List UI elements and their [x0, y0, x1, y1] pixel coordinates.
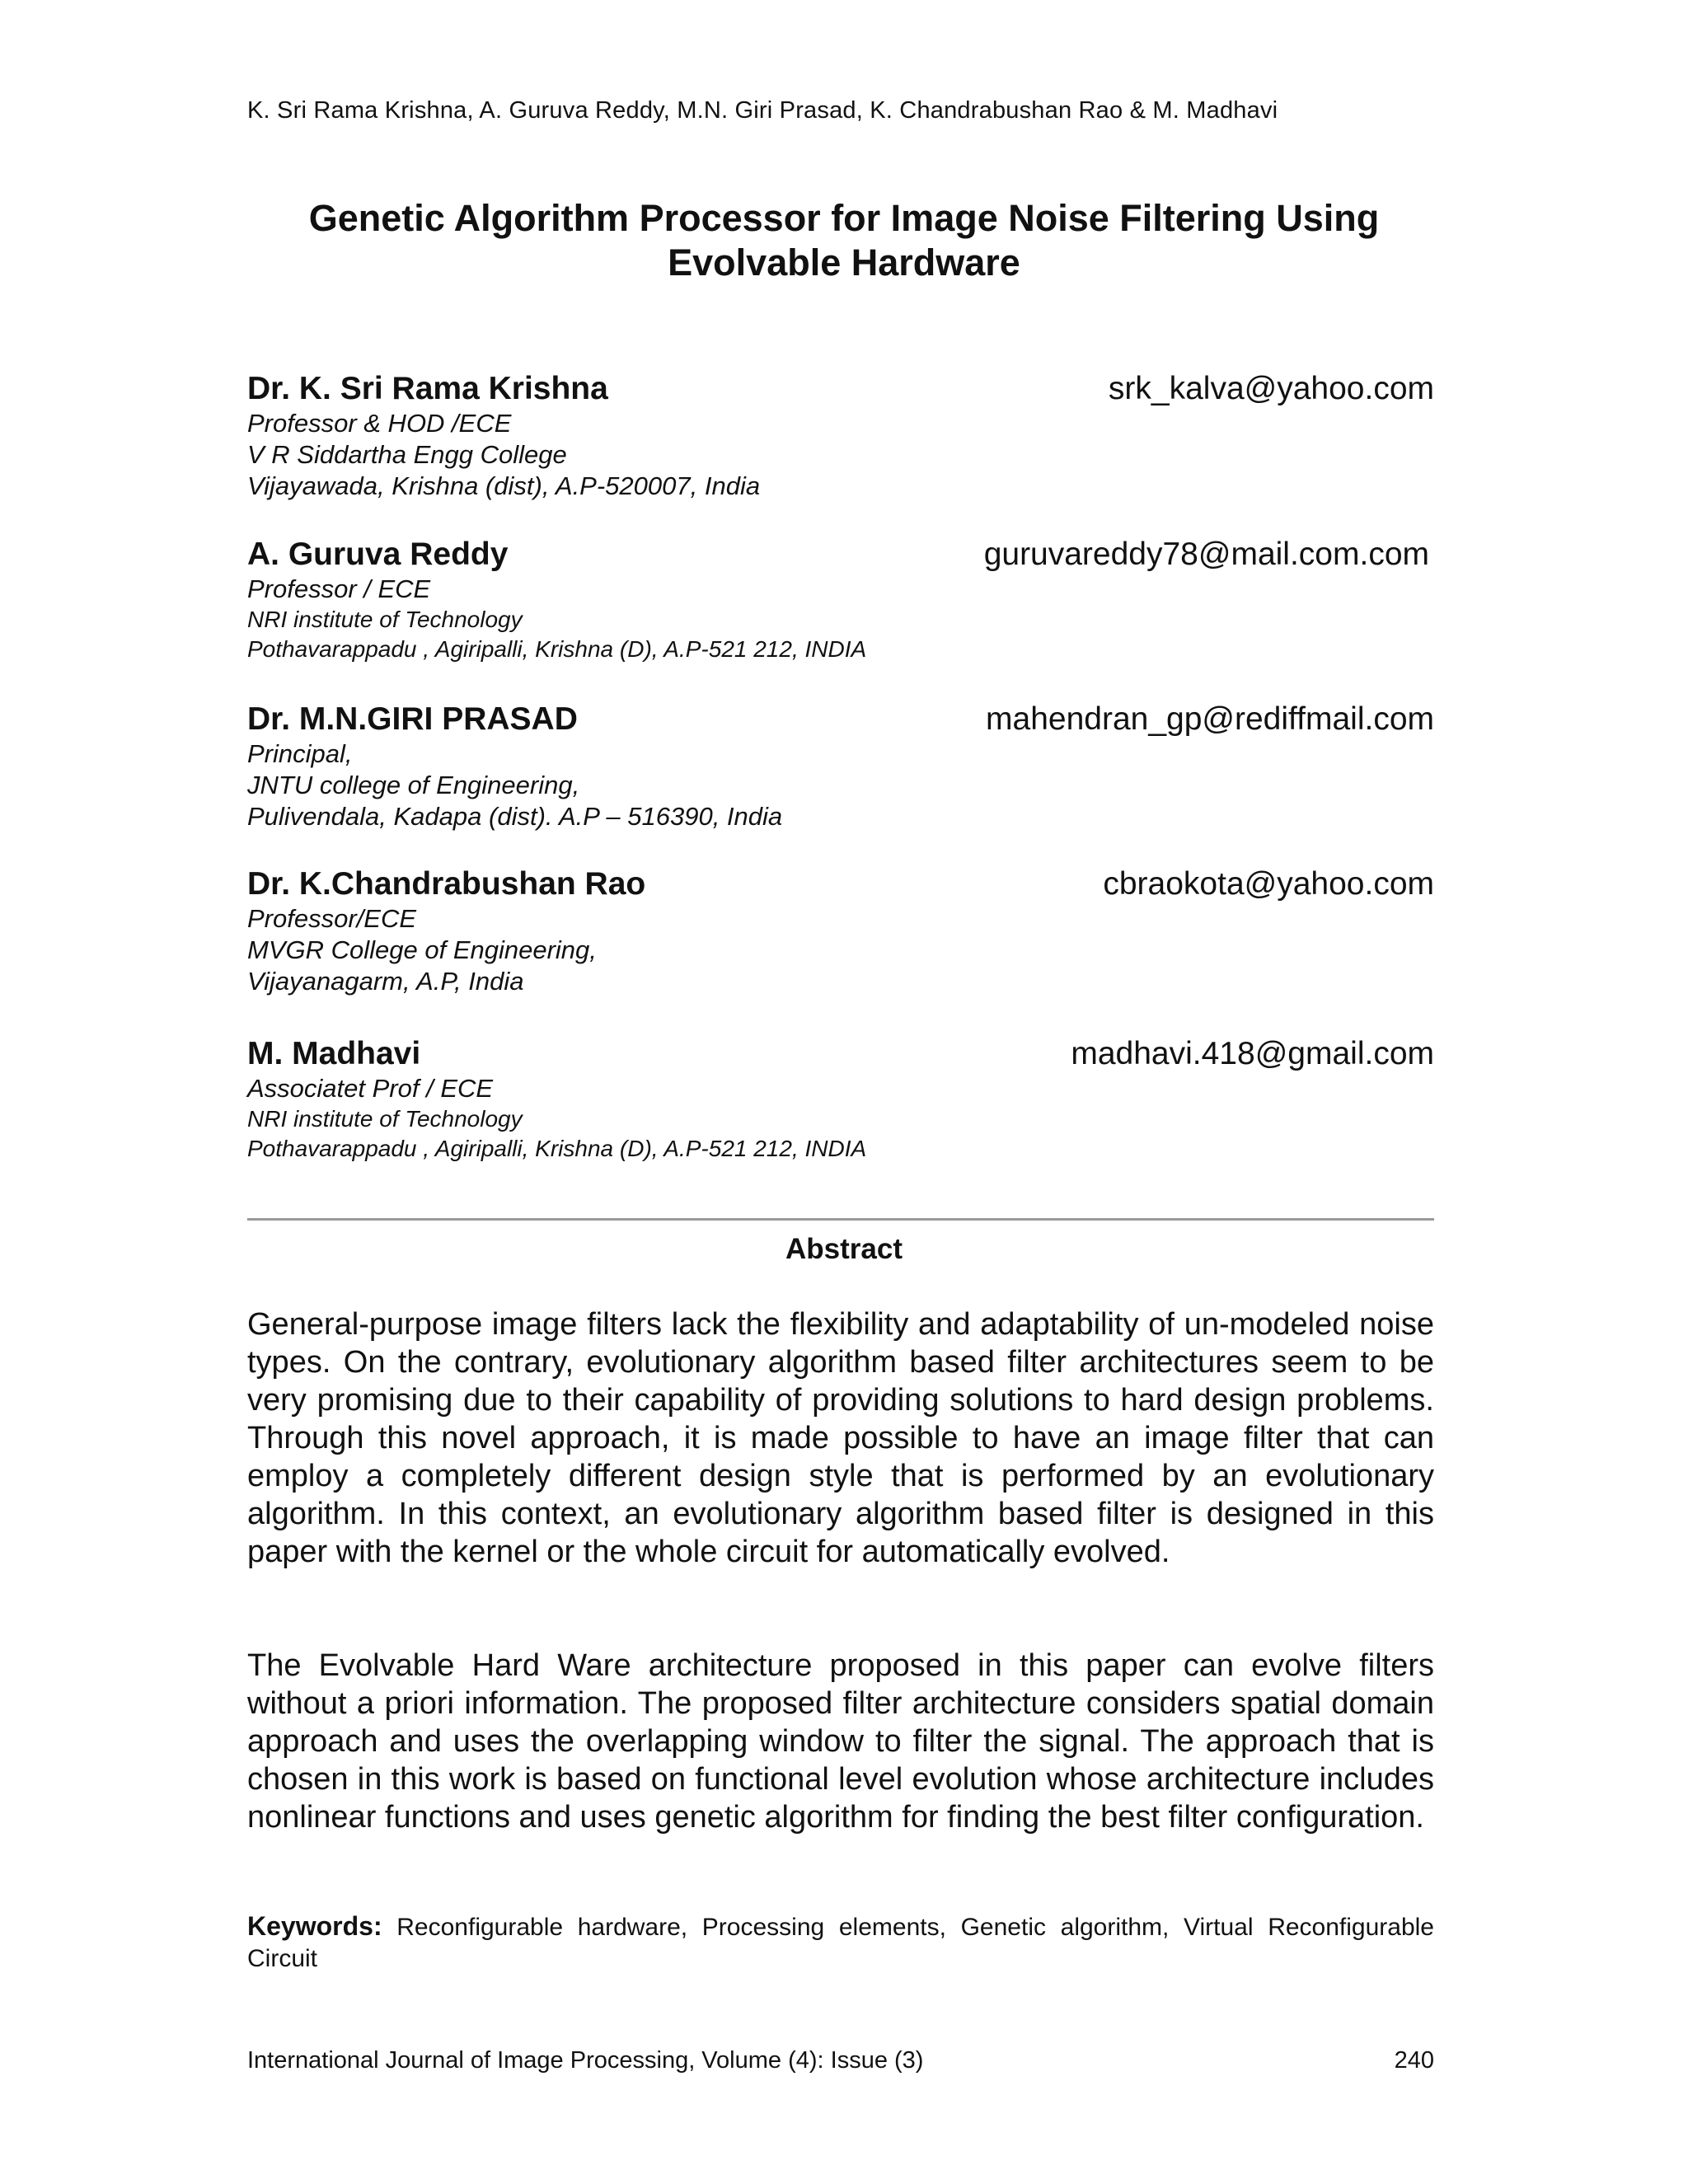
author-affiliation: Vijayawada, Krishna (dist), A.P-520007, India — [247, 471, 761, 500]
author-affiliation: Professor/ECE — [247, 904, 417, 933]
keywords-text: Reconfigurable hardware, Processing elements, Genetic algorithm, Virtual Reconfigurable Circuit — [247, 1914, 1434, 1972]
author-affiliation: Principal, — [247, 739, 353, 768]
author-block — [247, 701, 1434, 832]
title-line-1: Genetic Algorithm Processor for Image Noise Filtering Using — [308, 197, 1380, 239]
author-block — [247, 536, 1434, 664]
author-email[interactable]: cbraokota@yahoo.com — [1103, 866, 1434, 902]
author-affiliation: NRI institute of Technology — [247, 607, 523, 632]
author-affiliation: Professor / ECE — [247, 574, 431, 603]
author-affiliation: Vijayanagarm, A.P, India — [247, 967, 524, 996]
abstract-paragraph: General-purpose image filters lack the flexibility and adaptability of un-modeled noise types. On the contrary, evolutionary algorithm based filter architectures seem to be very promising due to their capability of providing solutions to hard design problems. Through this novel approach, it is made possible to have an image filter that can employ a completely different design style that is performed by an evolutionary algorithm. In this context, an evolutionary algorithm based filter is designed in this paper with the kernel or the whole circuit for automatically evolved. — [247, 1307, 1434, 1569]
author-name: Dr. K. Sri Rama Krishna — [247, 371, 608, 406]
author-name: Dr. M.N.GIRI PRASAD — [247, 701, 578, 737]
author-name: Dr. K.Chandrabushan Rao — [247, 866, 646, 902]
author-affiliation: MVGR College of Engineering, — [247, 935, 597, 964]
author-block — [247, 865, 1434, 997]
author-affiliation: JNTU college of Engineering, — [247, 771, 580, 799]
section-divider — [247, 1218, 1434, 1221]
author-email[interactable]: srk_kalva@yahoo.com — [1108, 371, 1434, 406]
author-affiliation: Pulivendala, Kadapa (dist). A.P – 516390, India — [247, 802, 783, 831]
page-number: 240 — [1394, 2047, 1434, 2074]
author-block — [247, 370, 1434, 502]
abstract-paragraph: The Evolvable Hard Ware architecture proposed in this paper can evolve filters without a priori information. The proposed filter architecture considers spatial domain approach and uses the overlapping window to filter the signal. The approach that is chosen in this work is based on functional level evolution whose architecture includes nonlinear functions and uses genetic algorithm for finding the best filter configuration. — [247, 1648, 1434, 1835]
author-email[interactable]: mahendran_gp@rediffmail.com — [986, 701, 1434, 737]
keywords — [247, 1910, 1434, 1975]
author-affiliation: Pothavarappadu , Agiripalli, Krishna (D), A.P-521 212, INDIA — [247, 1136, 867, 1161]
title-line-2: Evolvable Hardware — [668, 241, 1020, 284]
author-name: M. Madhavi — [247, 1036, 421, 1071]
author-email[interactable]: guruvareddy78@mail.com.com — [983, 537, 1429, 572]
running-head: K. Sri Rama Krishna, A. Guruva Reddy, M.N. Giri Prasad, K. Chandrabushan Rao & M. Madhavi — [247, 97, 1278, 124]
footer-journal: International Journal of Image Processing, Volume (4): Issue (3) — [247, 2047, 924, 2074]
abstract-heading: Abstract — [785, 1233, 903, 1265]
keywords-label: Keywords: — [247, 1911, 382, 1941]
author-affiliation: V R Siddartha Engg College — [247, 440, 567, 469]
author-email[interactable]: madhavi.418@gmail.com — [1071, 1036, 1434, 1071]
author-name: A. Guruva Reddy — [247, 537, 509, 572]
paper-title — [0, 196, 1688, 285]
author-affiliation: Professor & HOD /ECE — [247, 409, 512, 438]
author-block — [247, 1035, 1434, 1164]
author-affiliation: NRI institute of Technology — [247, 1106, 523, 1132]
author-affiliation: Pothavarappadu , Agiripalli, Krishna (D), A.P-521 212, INDIA — [247, 636, 867, 662]
author-affiliation: Associatet Prof / ECE — [247, 1074, 494, 1103]
